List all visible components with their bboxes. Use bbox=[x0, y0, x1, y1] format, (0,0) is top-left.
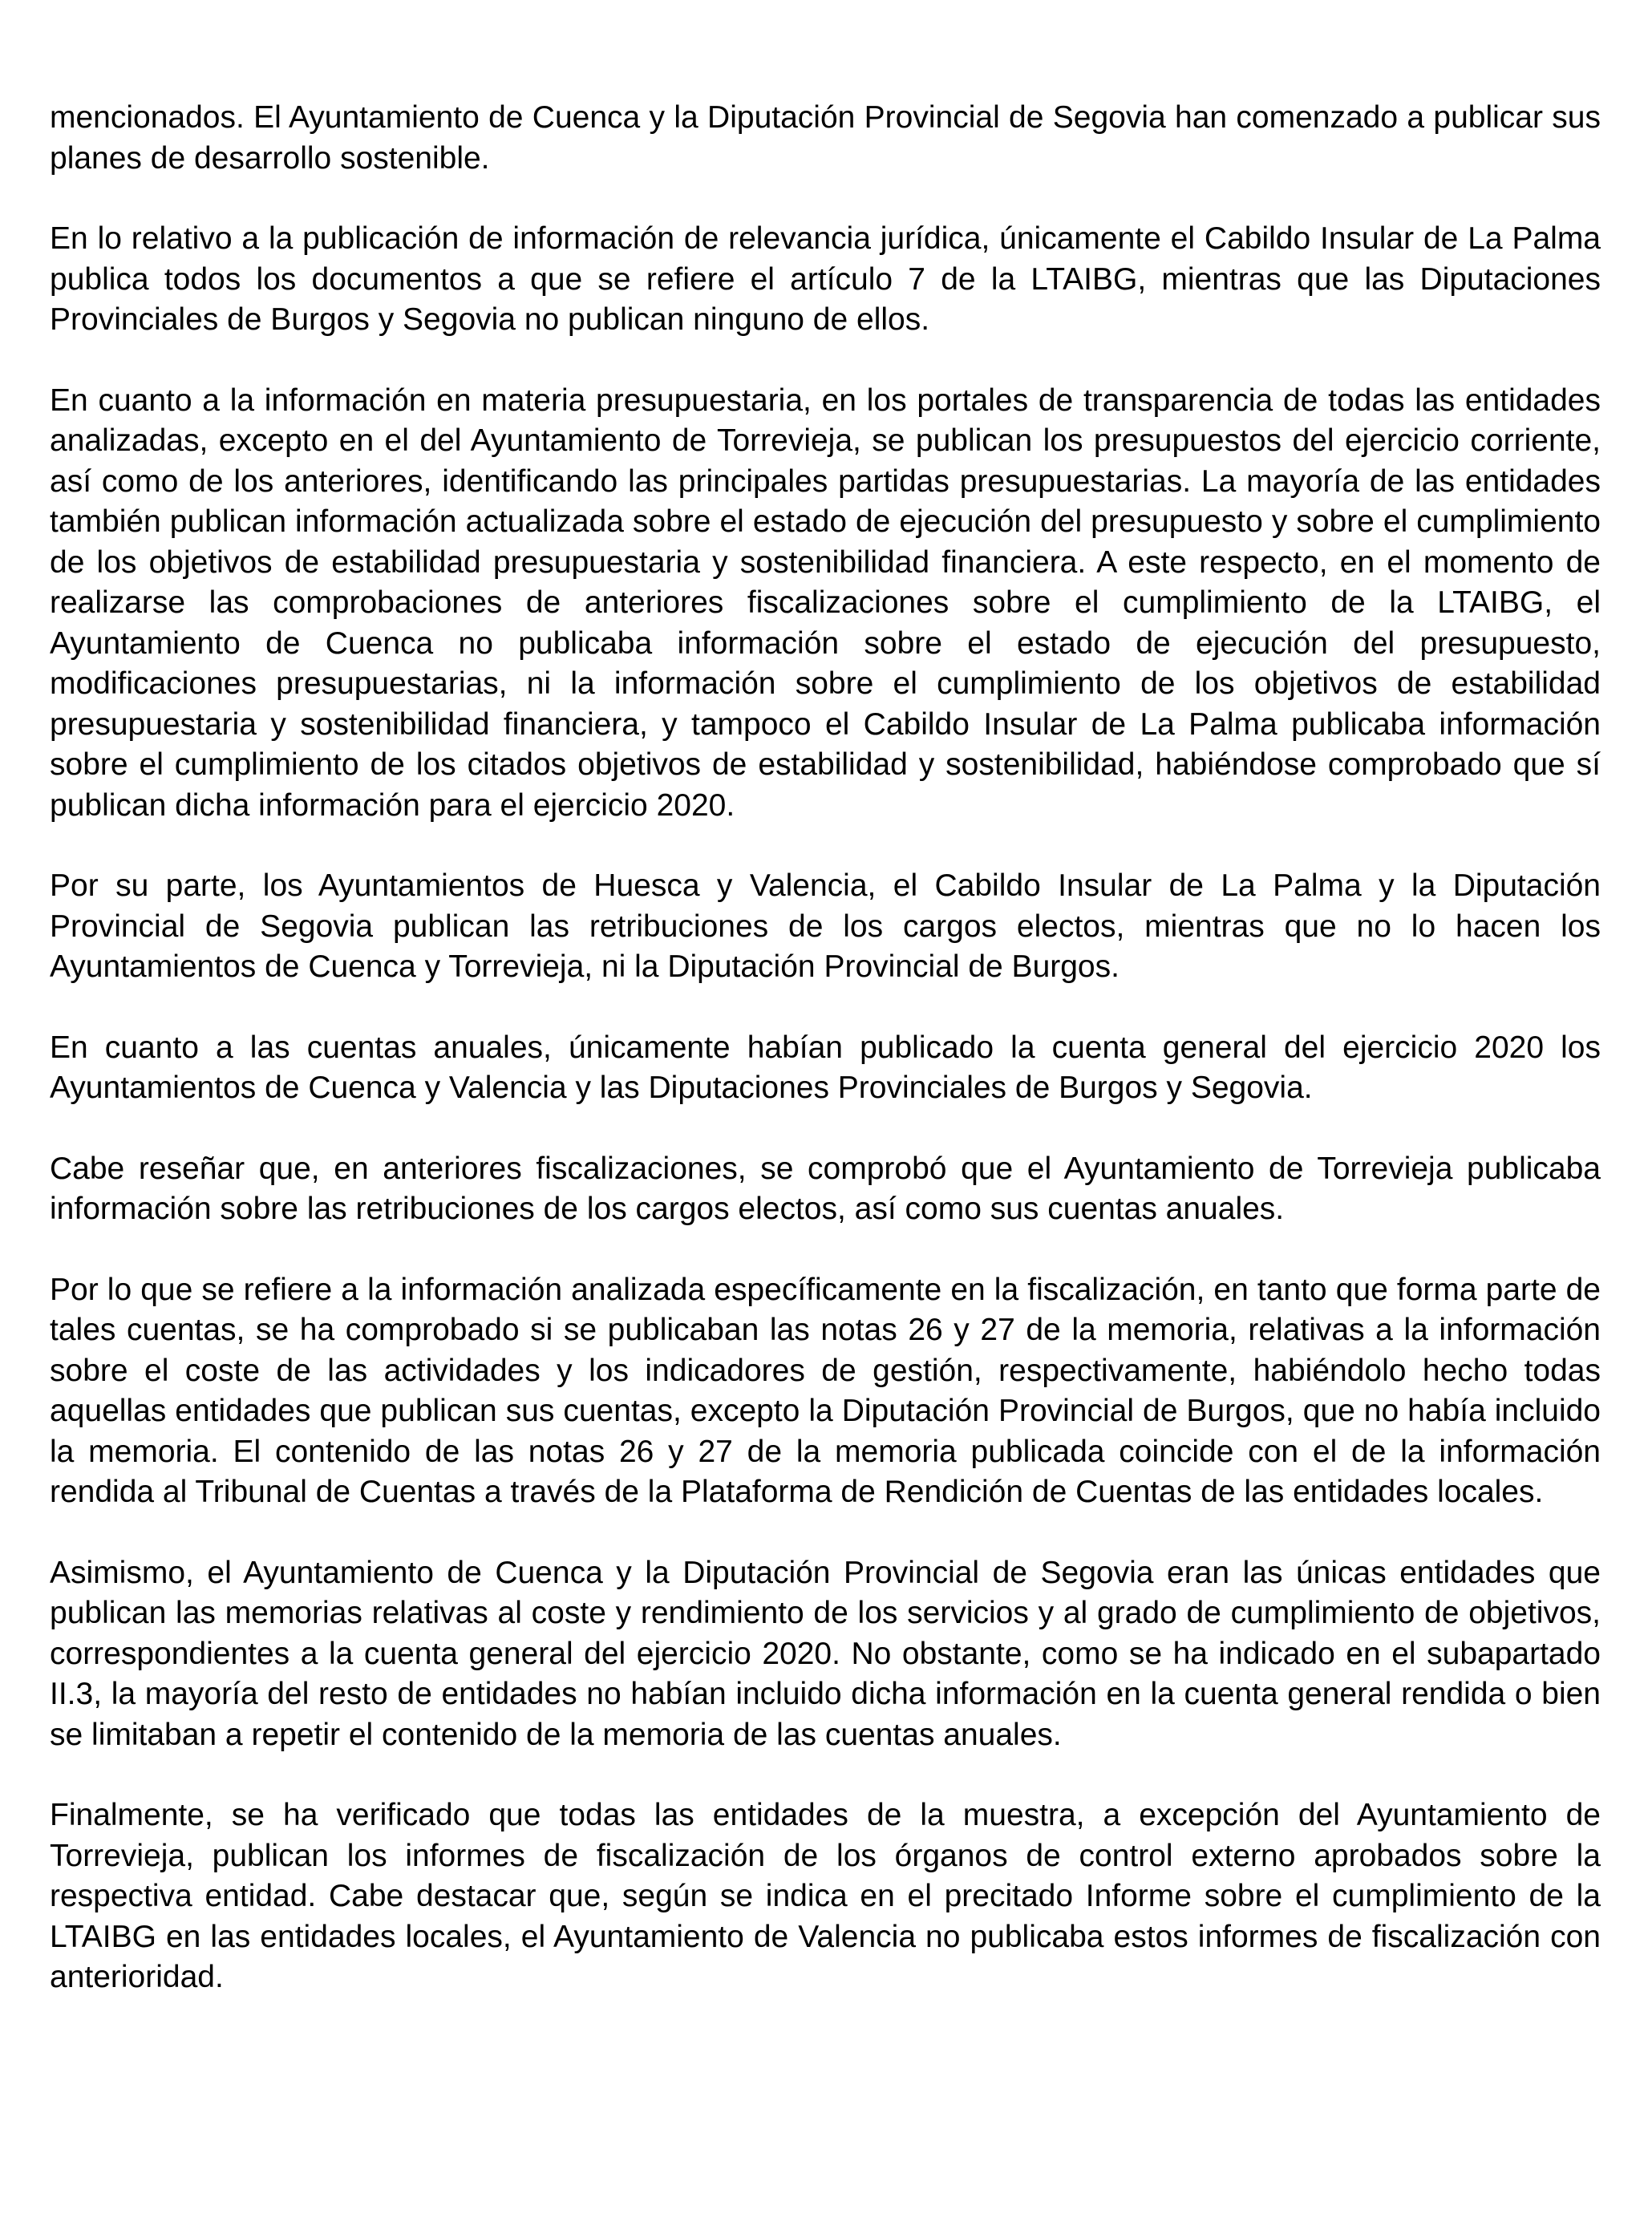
paragraph-planes-desarrollo: mencionados. El Ayuntamiento de Cuenca y la Diputación Provincial de Segovia han comenzado a publicar sus planes de desarrollo sostenible. bbox=[50, 100, 1601, 176]
paragraph-anteriores-fiscalizaciones: Cabe reseñar que, en anteriores fiscalizaciones, se comprobó que el Ayuntamiento de Torrevieja publicaba información sobre las retribuciones de los cargos electos, así como sus cuentas anuales. bbox=[50, 1151, 1601, 1226]
paragraph-retribuciones-cargos: Por su parte, los Ayuntamientos de Huesca y Valencia, el Cabildo Insular de La Palma y la Diputación Provincial de Segovia publican las retribuciones de los cargos electos, mientras que no lo hacen los Ayuntamientos de Cuenca y Torrevieja, ni la Diputación Provincial de Burgos. bbox=[50, 868, 1601, 984]
paragraph-notas-memoria: Por lo que se refiere a la información analizada específicamente en la fiscalización, en tanto que forma parte de tales cuentas, se ha comprobado si se publicaban las notas 26 y 27 de la memoria, relativas a la información sobre el coste de las actividades y los indicadores de gestión, respectivamente, habiéndolo hecho todas aquellas entidades que publican sus cuentas, excepto la Diputación Provincial de Burgos, que no había incluido la memoria. El contenido de las notas 26 y 27 de la memoria publicada coincide con el de la información rendida al Tribunal de Cuentas a través de la Plataforma de Rendición de Cuentas de las entidades locales. bbox=[50, 1272, 1601, 1509]
paragraph-materia-presupuestaria: En cuanto a la información en materia presupuestaria, en los portales de transparencia de todas las entidades analizadas, excepto en el del Ayuntamiento de Torrevieja, se publican los presupuestos del ejercicio corriente, así como de los anteriores, identificando las principales partidas presupuestarias. La mayoría de las entidades también publican información actualizada sobre el estado de ejecución del presupuesto y sobre el cumplimiento de los objetivos de estabilidad presupuestaria y sostenibilidad financiera. A este respecto, en el momento de realizarse las comprobaciones de anteriores fiscalizaciones sobre el cumplimiento de la LTAIBG, el Ayuntamiento de Cuenca no publicaba información sobre el estado de ejecución del presupuesto, modificaciones presupuestarias, ni la información sobre el cumplimiento de los objetivos de estabilidad presupuestaria y sostenibilidad financiera, y tampoco el Cabildo Insular de La Palma publicaba información sobre el cumplimiento de los citados objetivos de estabilidad y sostenibilidad, habiéndose comprobado que sí publican dicha información para el ejercicio 2020. bbox=[50, 382, 1601, 823]
paragraph-cuentas-anuales: En cuanto a las cuentas anuales, únicamente habían publicado la cuenta general del ejercicio 2020 los Ayuntamientos de Cuenca y Valencia y las Diputaciones Provinciales de Burgos y Segovia. bbox=[50, 1030, 1601, 1105]
paragraph-informes-fiscalizacion: Finalmente, se ha verificado que todas las entidades de la muestra, a excepción del Ayuntamiento de Torrevieja, publican los informes de fiscalización de los órganos de control externo aprobados sobre la respectiva entidad. Cabe destacar que, según se indica en el precitado Informe sobre el cumplimiento de la LTAIBG en las entidades locales, el Ayuntamiento de Valencia no publicaba estos informes de fiscalización con anterioridad. bbox=[50, 1798, 1601, 1994]
document-page bbox=[50, 98, 1601, 1998]
paragraph-relevancia-juridica: En lo relativo a la publicación de información de relevancia jurídica, únicamente el Cabildo Insular de La Palma publica todos los documentos a que se refiere el artículo 7 de la LTAIBG, mientras que las Diputaciones Provinciales de Burgos y Segovia no publican ninguno de ellos. bbox=[50, 221, 1601, 337]
paragraph-coste-rendimiento: Asimismo, el Ayuntamiento de Cuenca y la Diputación Provincial de Segovia eran las únicas entidades que publican las memorias relativas al coste y rendimiento de los servicios y al grado de cumplimiento de objetivos, correspondientes a la cuenta general del ejercicio 2020. No obstante, como se ha indicado en el subapartado II.3, la mayoría del resto de entidades no habían incluido dicha información en la cuenta general rendida o bien se limitaban a repetir el contenido de la memoria de las cuentas anuales. bbox=[50, 1555, 1601, 1752]
